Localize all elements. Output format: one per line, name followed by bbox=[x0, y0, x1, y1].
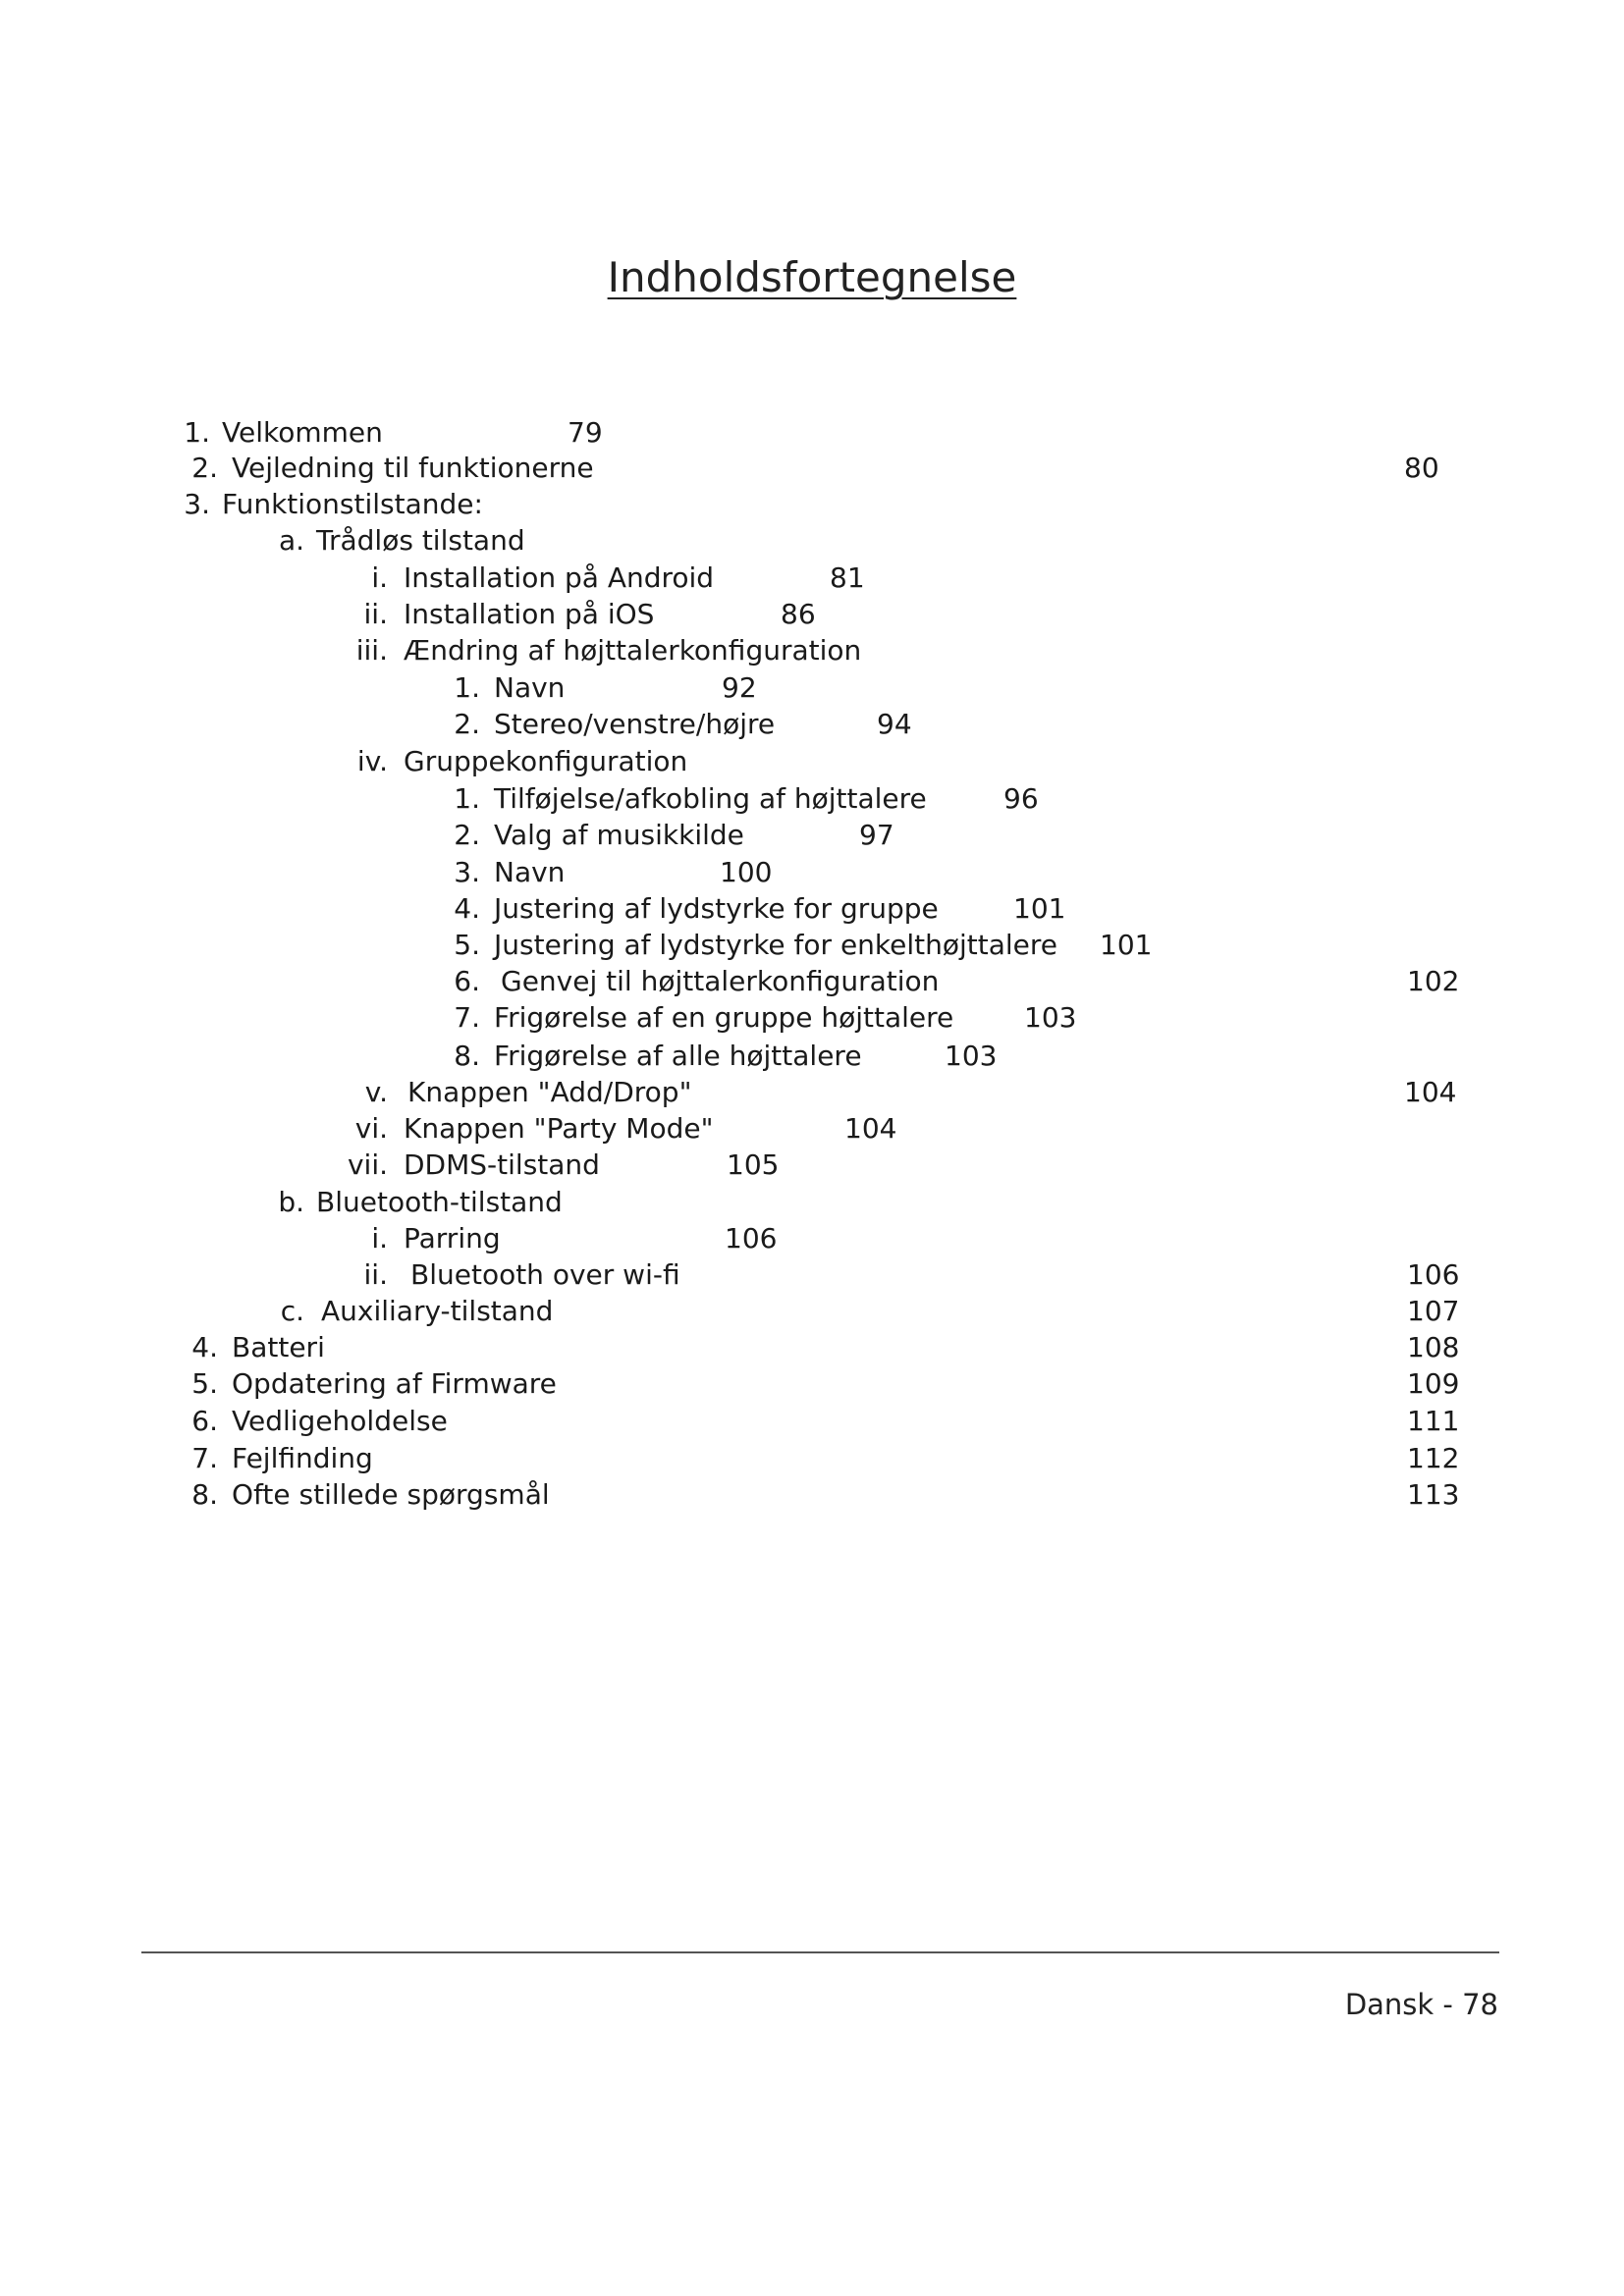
toc-entry bbox=[0, 450, 1624, 486]
toc-entry-label: Vedligeholdelse bbox=[232, 1405, 448, 1437]
toc-entry-label: Installation på iOS bbox=[404, 598, 655, 630]
toc-entry-number: 3. bbox=[454, 856, 480, 888]
toc-entry-page: 86 bbox=[781, 598, 816, 630]
toc-entry-label: Batteri bbox=[232, 1331, 325, 1363]
toc-entry-number: 2. bbox=[191, 452, 218, 484]
toc-entry-number: i. bbox=[371, 561, 388, 594]
toc-entry-label: Parring bbox=[404, 1222, 501, 1255]
toc-entry bbox=[0, 1403, 1624, 1439]
toc-entry bbox=[0, 1038, 1624, 1074]
toc-entry-label: Funktionstilstande: bbox=[222, 488, 483, 520]
toc-entry-page: 101 bbox=[1013, 892, 1066, 925]
toc-entry-number: a. bbox=[278, 524, 304, 557]
toc-entry bbox=[0, 596, 1624, 632]
toc-entry-number: 1. bbox=[454, 782, 480, 815]
toc-entry-number: iii. bbox=[355, 634, 388, 667]
toc-entry bbox=[0, 890, 1624, 927]
toc-entry-label: DDMS-tilstand bbox=[404, 1148, 600, 1181]
toc-entry bbox=[0, 1476, 1624, 1513]
toc-entry-number: 8. bbox=[191, 1478, 218, 1511]
toc-entry bbox=[0, 1147, 1624, 1183]
toc-entry bbox=[0, 1440, 1624, 1476]
toc-entry-page: 103 bbox=[1024, 1001, 1077, 1034]
toc-entry bbox=[0, 927, 1624, 963]
toc-entry-label: Valg af musikkilde bbox=[494, 819, 744, 851]
toc-entry-number: 4. bbox=[191, 1331, 218, 1363]
toc-entry-number: 8. bbox=[454, 1040, 480, 1072]
toc-entry bbox=[0, 706, 1624, 742]
toc-entry-page: 112 bbox=[1407, 1442, 1460, 1474]
toc-entry-page: 80 bbox=[1404, 452, 1439, 484]
toc-entry-number: 3. bbox=[184, 488, 210, 520]
toc-entry-label: Auxiliary-tilstand bbox=[321, 1295, 554, 1327]
toc-entry-number: vii. bbox=[347, 1148, 388, 1181]
toc-entry-label: Knappen "Party Mode" bbox=[404, 1112, 714, 1145]
toc-entry bbox=[0, 1293, 1624, 1329]
toc-entry bbox=[0, 414, 1624, 451]
toc-entry-page: 107 bbox=[1407, 1295, 1460, 1327]
toc-entry-number: 6. bbox=[454, 965, 480, 997]
toc-entry bbox=[0, 963, 1624, 999]
toc-entry-label: Velkommen bbox=[222, 416, 383, 449]
toc-entry bbox=[0, 817, 1624, 853]
toc-entry-number: 5. bbox=[191, 1367, 218, 1400]
toc-entry-number: 7. bbox=[191, 1442, 218, 1474]
toc-entry bbox=[0, 1110, 1624, 1147]
toc-entry-label: Navn bbox=[494, 856, 566, 888]
toc-entry-label: Ændring af højttalerkonfiguration bbox=[404, 634, 862, 667]
toc-entry-number: v. bbox=[364, 1076, 388, 1108]
toc-entry-number: c. bbox=[280, 1295, 304, 1327]
toc-entry-number: 1. bbox=[184, 416, 210, 449]
toc-entry-number: i. bbox=[371, 1222, 388, 1255]
toc-entry bbox=[0, 1184, 1624, 1220]
toc-entry-label: Bluetooth over wi-fi bbox=[410, 1258, 680, 1291]
toc-entry-label: Genvej til højttalerkonfiguration bbox=[501, 965, 940, 997]
toc-entry-label: Ofte stillede spørgsmål bbox=[232, 1478, 550, 1511]
toc-entry-page: 79 bbox=[568, 416, 603, 449]
toc-entry-label: Frigørelse af en gruppe højttalere bbox=[494, 1001, 954, 1034]
toc-entry-label: Stereo/venstre/højre bbox=[494, 708, 776, 740]
toc-entry-number: b. bbox=[278, 1186, 304, 1218]
toc-entry-label: Tilføjelse/afkobling af højttalere bbox=[494, 782, 927, 815]
toc-entry bbox=[0, 1256, 1624, 1293]
toc-entry-page: 109 bbox=[1407, 1367, 1460, 1400]
toc-entry-page: 104 bbox=[844, 1112, 897, 1145]
toc-entry-page: 96 bbox=[1003, 782, 1039, 815]
toc-entry-label: Fejlfinding bbox=[232, 1442, 373, 1474]
footer-divider bbox=[141, 1951, 1499, 1953]
toc-entry-page: 104 bbox=[1404, 1076, 1457, 1108]
toc-entry bbox=[0, 669, 1624, 706]
toc-entry-label: Frigørelse af alle højttalere bbox=[494, 1040, 862, 1072]
toc-entry-label: Knappen "Add/Drop" bbox=[407, 1076, 692, 1108]
toc-entry-label: Navn bbox=[494, 671, 566, 704]
toc-entry-label: Justering af lydstyrke for enkelthøjttalere bbox=[494, 929, 1058, 961]
page-footer: Dansk - 78 bbox=[1344, 1988, 1498, 2021]
toc-entry-page: 101 bbox=[1100, 929, 1153, 961]
toc-entry-number: vi. bbox=[354, 1112, 388, 1145]
toc-entry-number: 6. bbox=[191, 1405, 218, 1437]
toc-entry bbox=[0, 522, 1624, 559]
toc-entry-page: 108 bbox=[1407, 1331, 1460, 1363]
toc-entry-number: 1. bbox=[454, 671, 480, 704]
toc-entry-page: 94 bbox=[877, 708, 912, 740]
toc-entry-label: Installation på Android bbox=[404, 561, 715, 594]
toc-entry-page: 103 bbox=[945, 1040, 998, 1072]
toc-entry-page: 102 bbox=[1407, 965, 1460, 997]
toc-entry-page: 111 bbox=[1407, 1405, 1460, 1437]
toc-entry-number: 7. bbox=[454, 1001, 480, 1034]
toc-entry bbox=[0, 854, 1624, 890]
toc-entry bbox=[0, 780, 1624, 817]
toc-entry-label: Gruppekonfiguration bbox=[404, 745, 688, 777]
toc-entry-number: 2. bbox=[454, 819, 480, 851]
toc-entry bbox=[0, 486, 1624, 522]
toc-entry bbox=[0, 743, 1624, 779]
page-title: Indholdsfortegnelse bbox=[607, 253, 1017, 301]
toc-entry bbox=[0, 1074, 1624, 1110]
toc-entry-page: 81 bbox=[830, 561, 865, 594]
toc-entry-page: 105 bbox=[727, 1148, 780, 1181]
toc-entry bbox=[0, 1220, 1624, 1256]
toc-entry-number: 4. bbox=[454, 892, 480, 925]
toc-entry bbox=[0, 632, 1624, 668]
toc-entry-page: 100 bbox=[720, 856, 773, 888]
toc-entry-number: ii. bbox=[363, 1258, 388, 1291]
toc-entry-number: iv. bbox=[356, 745, 388, 777]
toc-entry-page: 106 bbox=[1407, 1258, 1460, 1291]
toc-entry-label: Bluetooth-tilstand bbox=[316, 1186, 563, 1218]
toc-entry-page: 92 bbox=[722, 671, 757, 704]
toc-entry-label: Vejledning til funktionerne bbox=[232, 452, 594, 484]
toc-entry-page: 106 bbox=[725, 1222, 778, 1255]
toc-entry bbox=[0, 1329, 1624, 1365]
toc-entry-label: Trådløs tilstand bbox=[316, 524, 525, 557]
toc-entry-number: 5. bbox=[454, 929, 480, 961]
toc-entry-number: ii. bbox=[363, 598, 388, 630]
toc-entry-page: 97 bbox=[859, 819, 894, 851]
toc-entry bbox=[0, 999, 1624, 1036]
toc-entry bbox=[0, 1365, 1624, 1402]
toc-entry bbox=[0, 560, 1624, 596]
toc-entry-label: Justering af lydstyrke for gruppe bbox=[494, 892, 939, 925]
toc-entry-label: Opdatering af Firmware bbox=[232, 1367, 557, 1400]
toc-entry-page: 113 bbox=[1407, 1478, 1460, 1511]
toc-entry-number: 2. bbox=[454, 708, 480, 740]
